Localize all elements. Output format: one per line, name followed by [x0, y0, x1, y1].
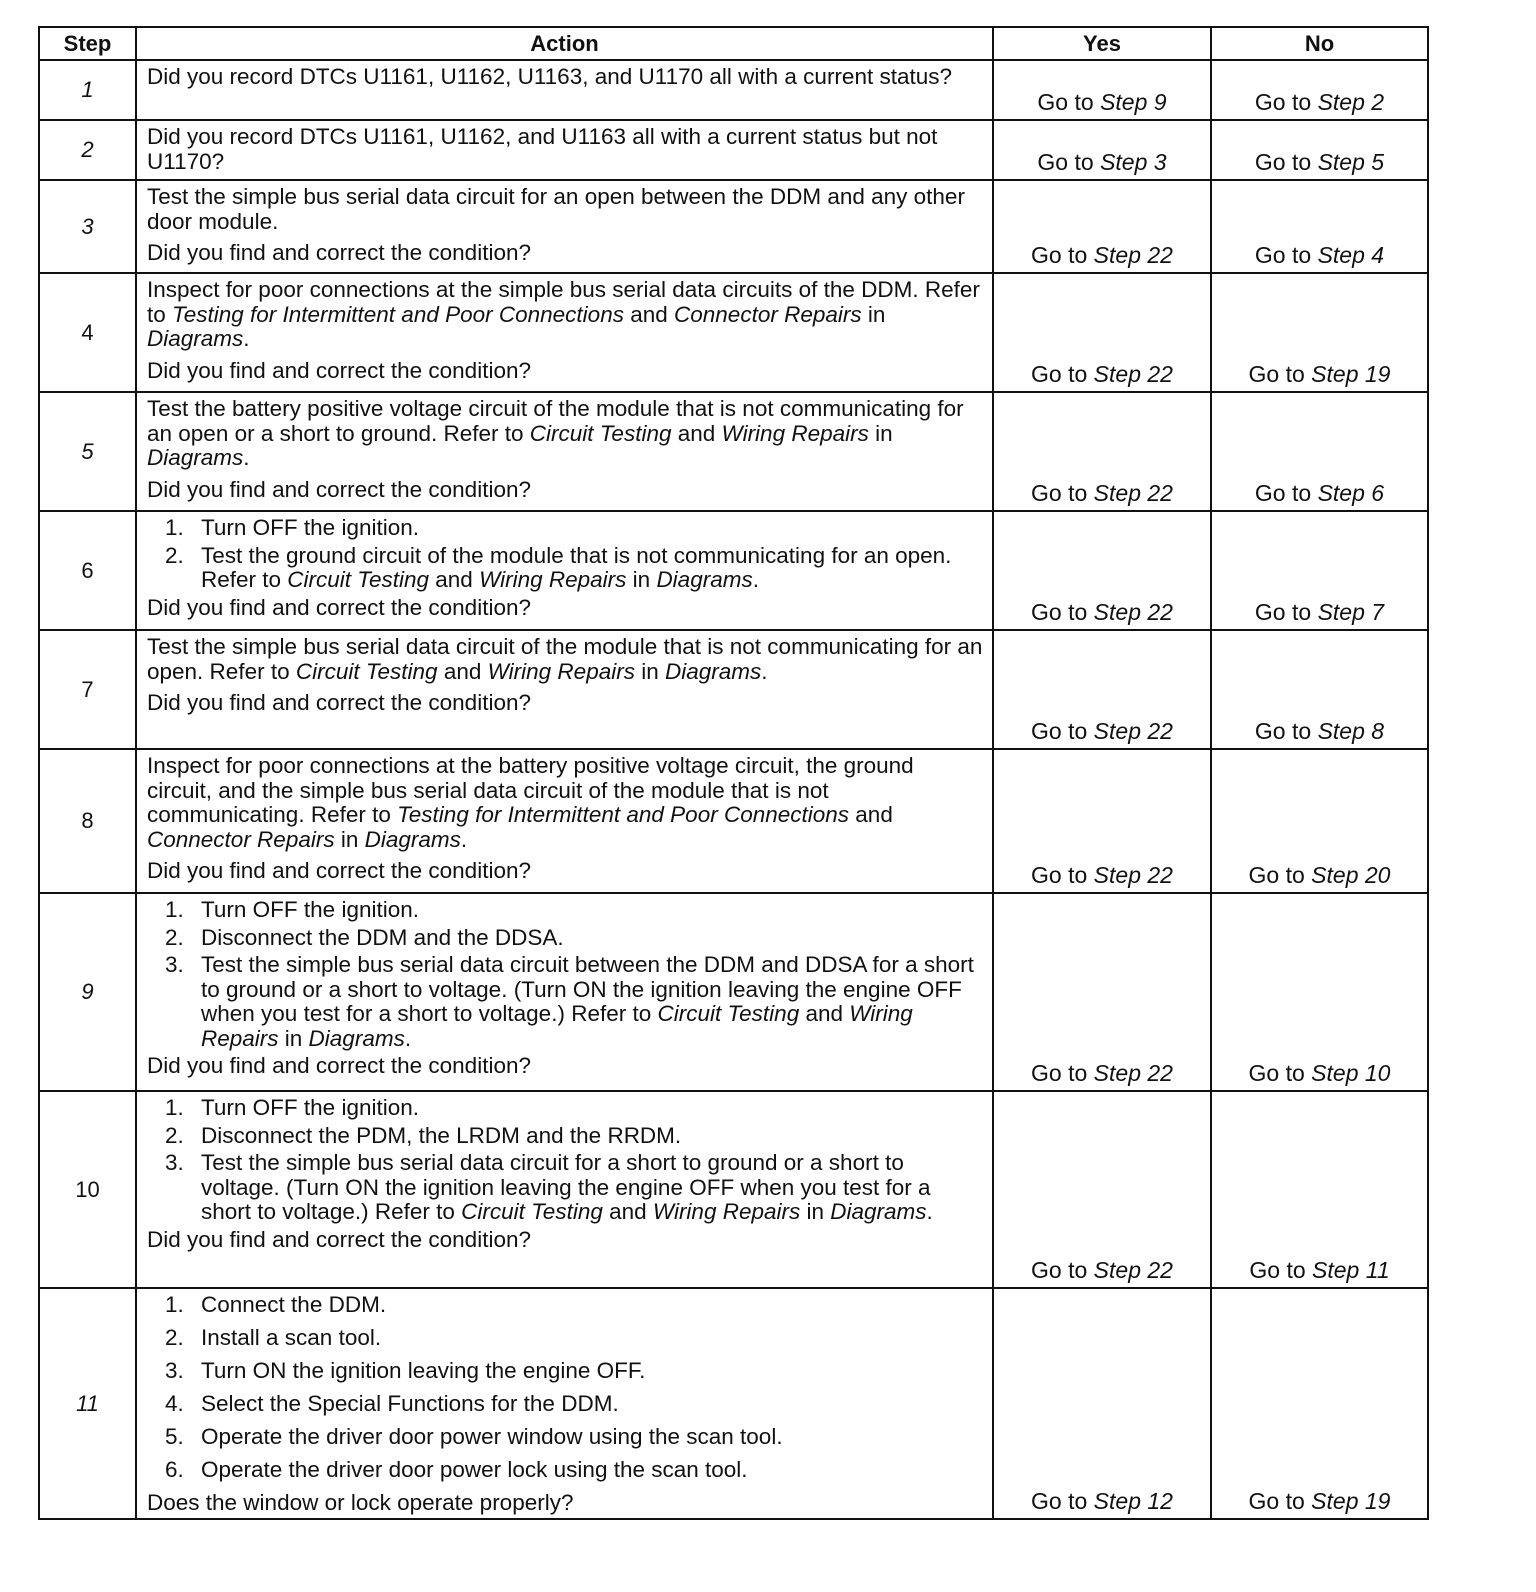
question-text: Did you record DTCs U1161, U1162, U1163, and U1170 all with a current status? — [147, 64, 953, 89]
connector-text: and — [849, 802, 893, 827]
instruction-text — [147, 754, 984, 852]
step-number: 8 — [39, 749, 136, 893]
question-text: Did you find and correct the condition? — [147, 594, 531, 620]
action-cell — [136, 273, 993, 392]
step-number: 6 — [39, 511, 136, 630]
step-number: 10 — [39, 1091, 136, 1288]
sub-step-text: Test the simple bus serial data circuit for a short to ground or a short to voltage. (Turn ON the ignition leaving the engine OFF when you test for a short to voltage.) Refer to — [201, 1150, 931, 1224]
sub-step-number: 3. — [165, 952, 184, 977]
sub-step-text: Operate the driver door power window using the scan tool. — [201, 1424, 783, 1449]
connector-text: and — [799, 1001, 850, 1026]
yes-cell — [993, 630, 1211, 749]
connector-text: in — [334, 826, 365, 852]
sub-step — [147, 544, 984, 593]
action-cell — [136, 630, 993, 749]
no-prefix: Go to — [1254, 242, 1318, 268]
yes-prefix: Go to — [1031, 1488, 1094, 1514]
sub-step-number: 1. — [165, 515, 184, 540]
sub-step — [147, 1151, 984, 1225]
yes-prefix: Go to — [1037, 89, 1101, 115]
yes-step-link: Step 22 — [1093, 480, 1173, 506]
no-prefix: Go to — [1254, 149, 1318, 175]
yes-cell — [993, 511, 1211, 630]
sub-step — [147, 953, 984, 1051]
sub-step-number: 4. — [165, 1391, 184, 1416]
no-cell — [1211, 893, 1428, 1091]
reference-link: Connector Repairs — [674, 301, 862, 327]
sub-step-text: Turn OFF the ignition. — [201, 1095, 420, 1120]
table-row — [39, 749, 1428, 893]
sub-step — [147, 1124, 984, 1149]
sub-step — [147, 1326, 984, 1351]
action-cell — [136, 1091, 993, 1288]
no-step-link: Step 4 — [1317, 242, 1385, 268]
connector-text: in — [626, 567, 657, 592]
no-step-link: Step 8 — [1317, 718, 1385, 744]
reference-link: Circuit Testing — [657, 1001, 800, 1026]
yes-step-link: Step 22 — [1093, 1257, 1173, 1283]
sub-step-text: Operate the driver door power lock using the scan tool. — [201, 1457, 748, 1482]
reference-link: Wiring Repairs — [721, 420, 869, 446]
yes-cell — [993, 273, 1211, 392]
connector-text: and — [602, 1199, 653, 1224]
yes-prefix: Go to — [1031, 862, 1094, 888]
sub-step — [147, 926, 984, 951]
instruction-lead: Test the battery positive voltage circuit of the module that is not communicating for an open or a short to ground. Refer to — [147, 396, 964, 446]
instruction-lead: Inspect for poor connections at the simple bus serial data circuits of the DDM. Refer to — [147, 277, 980, 327]
sub-step-text: Select the Special Functions for the DDM. — [201, 1391, 619, 1416]
reference-link: Wiring Repairs — [652, 1199, 801, 1224]
sub-step-number: 2. — [165, 1122, 184, 1148]
question-text: Did you find and correct the condition? — [147, 357, 531, 383]
table-row — [39, 392, 1428, 511]
sub-step-number: 2. — [165, 924, 184, 950]
sub-step-number: 1. — [165, 1292, 184, 1317]
no-cell — [1211, 1091, 1428, 1288]
period: . — [243, 445, 250, 470]
instruction-text — [147, 635, 984, 684]
connector-text: and — [437, 658, 488, 684]
period: . — [243, 326, 250, 351]
yes-cell — [993, 749, 1211, 893]
table-row — [39, 893, 1428, 1091]
yes-step-link: Step 9 — [1100, 89, 1167, 115]
reference-link: Wiring Repairs — [201, 1001, 913, 1051]
no-cell — [1211, 511, 1428, 630]
header-yes: Yes — [993, 27, 1211, 60]
no-cell — [1211, 60, 1428, 120]
no-step-link: Step 19 — [1311, 1488, 1391, 1514]
reference-link: Connector Repairs — [147, 826, 335, 852]
no-cell — [1211, 273, 1428, 392]
sub-step-text: Turn OFF the ignition. — [201, 897, 420, 922]
connector-text: in — [634, 658, 665, 684]
question-text: Did you record DTCs U1161, U1162, and U1163 all with a current status but not U1170? — [147, 124, 938, 174]
question-text: Did you find and correct the condition? — [147, 476, 531, 502]
sub-step-text: Connect the DDM. — [201, 1292, 387, 1317]
sub-step — [147, 1425, 984, 1450]
sub-step-text: Turn ON the ignition leaving the engine OFF. — [201, 1358, 646, 1383]
header-action: Action — [136, 27, 993, 60]
yes-prefix: Go to — [1031, 480, 1094, 506]
sub-step-text: Disconnect the PDM, the LRDM and the RRDM. — [201, 1122, 682, 1148]
instruction-text: Test the simple bus serial data circuit for an open between the DDM and any other door module. — [147, 184, 965, 234]
action-cell — [136, 749, 993, 893]
sub-step-list — [147, 1293, 984, 1483]
sub-step-list — [147, 1096, 984, 1225]
no-prefix: Go to — [1248, 862, 1312, 888]
step-number: 1 — [39, 60, 136, 120]
yes-cell — [993, 1091, 1211, 1288]
table-row — [39, 511, 1428, 630]
action-cell — [136, 1288, 993, 1519]
yes-cell — [993, 392, 1211, 511]
instruction-lead: Test the simple bus serial data circuit of the module that is not communicating for an open. Refer to — [147, 634, 983, 684]
question-text: Did you find and correct the condition? — [147, 240, 531, 265]
yes-prefix: Go to — [1037, 149, 1101, 175]
table-row — [39, 120, 1428, 180]
action-cell — [136, 893, 993, 1091]
sub-step-number: 2. — [165, 542, 184, 568]
question-text: Did you find and correct the condition? — [147, 858, 531, 883]
period: . — [761, 658, 768, 684]
reference-link: Wiring Repairs — [487, 658, 635, 684]
yes-step-link: Step 3 — [1100, 149, 1167, 175]
no-step-link: Step 20 — [1311, 862, 1391, 888]
connector-text: in — [800, 1199, 831, 1224]
no-prefix: Go to — [1249, 1257, 1313, 1283]
yes-prefix: Go to — [1031, 242, 1094, 268]
step-number: 5 — [39, 392, 136, 511]
sub-step-number: 2. — [165, 1325, 184, 1350]
reference-link: Diagrams — [364, 826, 461, 852]
sub-step — [147, 516, 984, 541]
instruction-text — [147, 278, 984, 352]
yes-step-link: Step 22 — [1093, 242, 1173, 268]
reference-link: Circuit Testing — [287, 567, 430, 592]
yes-prefix: Go to — [1031, 718, 1094, 744]
question-text: Did you find and correct the condition? — [147, 1226, 531, 1252]
instruction-text — [147, 397, 984, 471]
reference-link: Diagrams — [664, 658, 762, 684]
no-prefix: Go to — [1248, 1488, 1312, 1514]
reference-link: Testing for Intermittent and Poor Connections — [397, 802, 850, 827]
reference-link: Circuit Testing — [461, 1199, 603, 1224]
sub-step-number: 1. — [165, 897, 184, 922]
no-step-link: Step 2 — [1317, 89, 1385, 115]
yes-step-link: Step 22 — [1093, 361, 1173, 387]
table-row — [39, 630, 1428, 749]
sub-step-text: Turn OFF the ignition. — [201, 515, 420, 540]
step-number: 7 — [39, 630, 136, 749]
reference-link: Circuit Testing — [295, 658, 438, 684]
header-step: Step — [39, 27, 136, 60]
table-row — [39, 60, 1428, 120]
no-prefix: Go to — [1254, 89, 1318, 115]
no-step-link: Step 7 — [1317, 599, 1385, 625]
sub-step-number: 6. — [165, 1457, 184, 1482]
sub-step-text: Install a scan tool. — [201, 1325, 382, 1350]
header-no: No — [1211, 27, 1428, 60]
sub-step-list — [147, 898, 984, 1051]
reference-link: Diagrams — [830, 1199, 927, 1224]
yes-cell — [993, 60, 1211, 120]
reference-link: Diagrams — [308, 1025, 405, 1051]
period: . — [752, 567, 759, 592]
step-number: 9 — [39, 893, 136, 1091]
no-prefix: Go to — [1248, 361, 1312, 387]
sub-step-text: Test the ground circuit of the module that is not communicating for an open. Refer to — [201, 542, 952, 592]
reference-link: Wiring Repairs — [479, 567, 627, 592]
table-row — [39, 180, 1428, 273]
step-number: 3 — [39, 180, 136, 273]
reference-link: Diagrams — [656, 567, 753, 592]
yes-prefix: Go to — [1031, 599, 1094, 625]
reference-link: Diagrams — [147, 326, 244, 351]
sub-step — [147, 1293, 984, 1318]
no-prefix: Go to — [1254, 480, 1318, 506]
yes-prefix: Go to — [1031, 1060, 1094, 1086]
yes-step-link: Step 22 — [1093, 599, 1173, 625]
yes-cell — [993, 180, 1211, 273]
connector-text: and — [429, 567, 480, 592]
instruction-lead: Inspect for poor connections at the battery positive voltage circuit, the ground circuit, and the simple bus serial data circuit of the module that is not communicating. Refer to — [147, 753, 914, 827]
action-cell — [136, 120, 993, 180]
no-prefix: Go to — [1254, 718, 1318, 744]
action-cell — [136, 511, 993, 630]
no-cell — [1211, 392, 1428, 511]
table-row — [39, 1288, 1428, 1519]
table-row — [39, 273, 1428, 392]
sub-step-text: Test the simple bus serial data circuit between the DDM and DDSA for a short to ground or a short to voltage. (Turn ON the ignition leaving the engine OFF when you test for a short to voltage.) Refer to — [201, 952, 974, 1026]
period: . — [460, 826, 468, 852]
diagnostic-table — [38, 26, 1429, 1520]
yes-cell — [993, 120, 1211, 180]
step-number: 11 — [39, 1288, 136, 1519]
no-step-link: Step 19 — [1311, 361, 1391, 387]
yes-prefix: Go to — [1031, 1257, 1094, 1283]
yes-prefix: Go to — [1031, 361, 1094, 387]
sub-step — [147, 1458, 984, 1483]
no-step-link: Step 11 — [1312, 1257, 1390, 1283]
header-row — [39, 27, 1428, 60]
connector-text: in — [868, 420, 893, 446]
sub-step — [147, 1359, 984, 1384]
action-cell — [136, 180, 993, 273]
question-text: Does the window or lock operate properly? — [147, 1490, 574, 1515]
yes-step-link: Step 22 — [1093, 1060, 1173, 1086]
sub-step-number: 3. — [165, 1358, 184, 1383]
no-step-link: Step 6 — [1317, 480, 1385, 506]
no-step-link: Step 10 — [1311, 1060, 1391, 1086]
reference-link: Circuit Testing — [529, 420, 672, 446]
question-text: Did you find and correct the condition? — [147, 690, 531, 715]
sub-step-number: 3. — [165, 1150, 184, 1175]
no-prefix: Go to — [1254, 599, 1318, 625]
sub-step-text: Disconnect the DDM and the DDSA. — [201, 924, 564, 950]
sub-step — [147, 1392, 984, 1417]
yes-cell — [993, 1288, 1211, 1519]
no-cell — [1211, 630, 1428, 749]
table-row — [39, 1091, 1428, 1288]
yes-cell — [993, 893, 1211, 1091]
connector-text: and — [671, 420, 722, 446]
no-cell — [1211, 120, 1428, 180]
no-cell — [1211, 180, 1428, 273]
action-cell — [136, 392, 993, 511]
sub-step-list — [147, 516, 984, 593]
sub-step-number: 1. — [165, 1095, 184, 1120]
sub-step — [147, 898, 984, 923]
no-prefix: Go to — [1248, 1060, 1312, 1086]
period: . — [404, 1025, 412, 1051]
connector-text: in — [278, 1025, 309, 1051]
question-text: Did you find and correct the condition? — [147, 1053, 531, 1078]
action-cell — [136, 60, 993, 120]
connector-text: in — [861, 301, 886, 327]
no-cell — [1211, 749, 1428, 893]
yes-step-link: Step 22 — [1093, 862, 1173, 888]
reference-link: Testing for Intermittent and Poor Connections — [172, 301, 624, 327]
connector-text: and — [623, 301, 675, 327]
yes-step-link: Step 22 — [1093, 718, 1173, 744]
period: . — [926, 1199, 933, 1224]
step-number: 4 — [39, 273, 136, 392]
no-cell — [1211, 1288, 1428, 1519]
step-number: 2 — [39, 120, 136, 180]
no-step-link: Step 5 — [1317, 149, 1385, 175]
sub-step — [147, 1096, 984, 1121]
reference-link: Diagrams — [147, 445, 244, 470]
yes-step-link: Step 12 — [1093, 1488, 1173, 1514]
sub-step-number: 5. — [165, 1424, 184, 1449]
